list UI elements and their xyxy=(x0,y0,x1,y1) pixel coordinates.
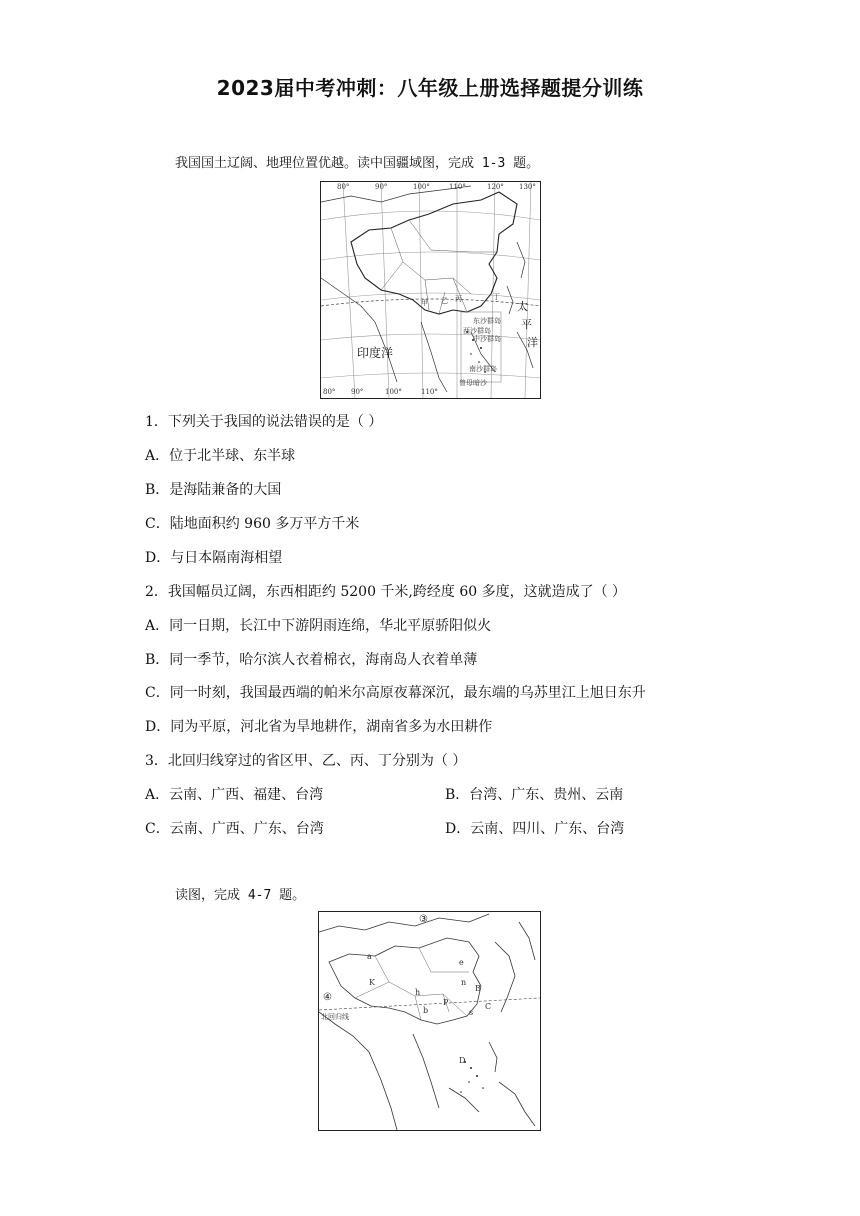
tick-bottom-110: 110° xyxy=(421,388,438,396)
label-b-upper: B xyxy=(475,984,481,993)
q2-option-b: B．同一季节，哈尔滨人衣着棉衣，海南岛人衣着单薄 xyxy=(145,652,478,668)
label-tropic: 北回归线 xyxy=(321,1013,349,1021)
label-pacific-2: 平 xyxy=(521,318,532,331)
tick-top-100: 100° xyxy=(413,183,430,191)
label-circle-4: ④ xyxy=(323,992,332,1003)
label-k: K xyxy=(369,978,375,987)
q3-option-c: C．云南、广西、广东、台湾 xyxy=(145,821,324,837)
label-nansha: 南沙群岛 xyxy=(469,365,497,373)
label-yi: 乙 xyxy=(441,297,448,305)
q2-option-a: A．同一日期，长江中下游阴雨连绵，华北平原骄阳似火 xyxy=(145,618,492,634)
label-h: h xyxy=(415,988,421,997)
label-indian-ocean: 印度洋 xyxy=(357,346,394,360)
label-n: n xyxy=(461,978,467,987)
label-c: C xyxy=(485,1002,492,1011)
q3-option-a: A．云南、广西、福建、台湾 xyxy=(145,787,324,803)
label-jia: 甲 xyxy=(421,299,428,307)
tick-top-130: 130° xyxy=(519,183,536,191)
tick-top-120: 120° xyxy=(487,183,504,191)
q3-option-b: B．台湾、广东、贵州、云南 xyxy=(445,787,624,803)
page-title: 2023届中考冲刺：八年级上册选择题提分训练 xyxy=(216,76,644,100)
label-e: e xyxy=(459,958,464,967)
tick-top-80: 80° xyxy=(337,183,350,191)
tick-bottom-80: 80° xyxy=(323,388,336,396)
section1-intro: 我国国土辽阔、地理位置优越。读中国疆域图，完成 1-3 题。 xyxy=(175,156,540,171)
tick-top-90: 90° xyxy=(375,183,388,191)
q1-option-a: A．位于北半球、东半球 xyxy=(145,448,296,464)
label-pacific-1: 太 xyxy=(517,300,528,313)
q2-stem: 2．我国幅员辽阔，东西相距约 5200 千米,跨经度 60 多度，这就造成了（ ） xyxy=(145,584,627,600)
label-zengmu: 曾母暗沙 xyxy=(459,379,487,387)
section2-intro: 读图，完成 4-7 题。 xyxy=(175,888,306,903)
q1-option-c: C．陆地面积约 960 多万平方千米 xyxy=(145,516,360,532)
label-a: a xyxy=(367,952,372,961)
q3-stem: 3．北回归线穿过的省区甲、乙、丙、丁分别为（ ） xyxy=(145,753,467,769)
label-b: b xyxy=(423,1006,429,1015)
label-s: s xyxy=(469,1008,474,1017)
label-zhongsha: 中沙群岛 xyxy=(473,335,501,343)
label-p: P xyxy=(443,998,449,1007)
q1-option-d: D．与日本隔南海相望 xyxy=(145,550,283,566)
china-territory-map-graphic xyxy=(321,182,540,398)
label-bing: 丙 xyxy=(455,295,462,303)
china-territory-map xyxy=(320,181,541,399)
q1-option-b: B．是海陆兼备的大国 xyxy=(145,482,282,498)
q1-stem: 1．下列关于我国的说法错误的是（ ） xyxy=(145,414,383,430)
east-asia-regions-map-graphic xyxy=(319,912,540,1130)
label-circle-3: ③ xyxy=(419,914,428,925)
label-xisha: 西沙群岛 xyxy=(463,327,491,335)
label-dongsha: 东沙群岛 xyxy=(473,317,501,325)
q2-option-c: C．同一时刻，我国最西端的帕米尔高原夜幕深沉，最东端的乌苏里江上旭日东升 xyxy=(145,685,646,701)
q2-option-d: D．同为平原，河北省为旱地耕作，湖南省多为水田耕作 xyxy=(145,719,493,735)
label-ding: 丁 xyxy=(493,293,500,301)
tick-bottom-90: 90° xyxy=(351,388,364,396)
tick-top-110: 110° xyxy=(449,183,466,191)
east-asia-regions-map xyxy=(318,911,541,1131)
label-d: D xyxy=(459,1056,466,1065)
tick-bottom-100: 100° xyxy=(385,388,402,396)
label-pacific-3: 洋 xyxy=(527,336,538,349)
q3-option-d: D．云南、四川、广东、台湾 xyxy=(445,821,625,837)
